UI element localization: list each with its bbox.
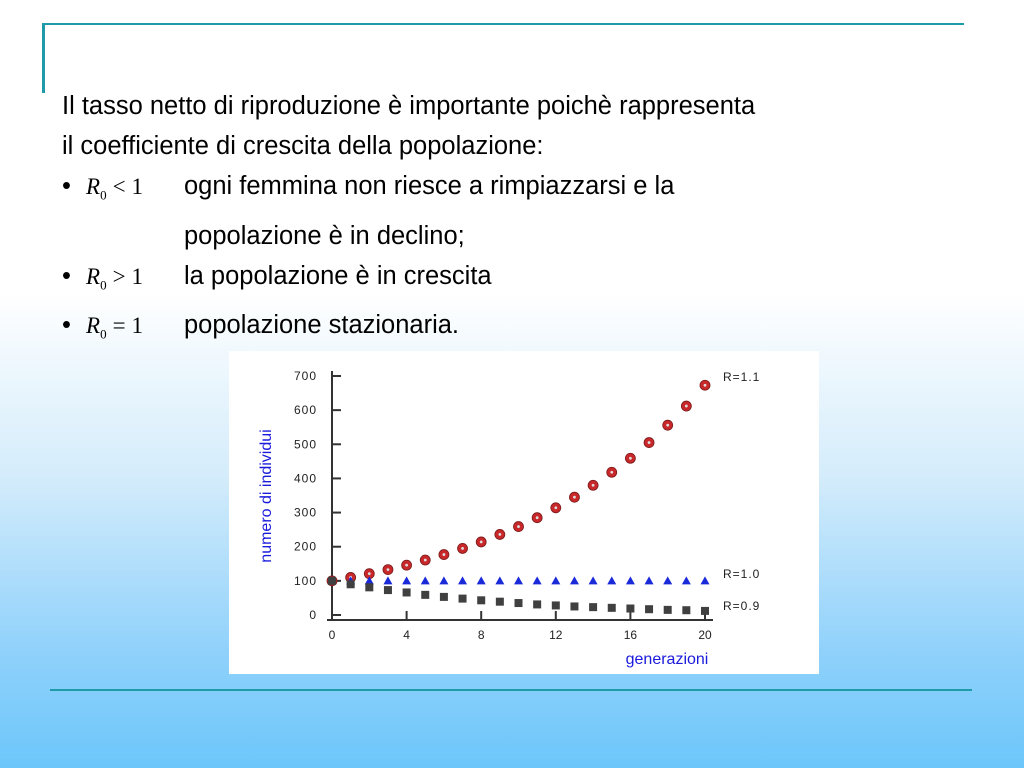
data-point-r09	[664, 606, 672, 614]
chart-canvas	[229, 351, 819, 674]
x-tick-label: 20	[698, 628, 712, 642]
y-tick-label: 400	[293, 471, 317, 486]
data-point-r09	[440, 593, 448, 601]
data-point-r10	[477, 576, 486, 584]
data-point-r10	[533, 576, 542, 584]
formula-r0-less-1: $R_0 < 1$	[86, 174, 144, 203]
data-point-r09	[515, 599, 523, 607]
data-point-r09	[533, 600, 541, 608]
data-point-r10	[495, 576, 504, 584]
y-tick-label: 300	[293, 505, 317, 520]
slide-text-block	[62, 86, 1012, 355]
data-point-r09	[347, 580, 355, 588]
bullet-decline	[62, 166, 1012, 216]
y-tick-label: 100	[293, 573, 317, 588]
data-point-r11-highlight	[610, 471, 613, 474]
data-point-r10	[458, 576, 467, 584]
data-point-r09	[421, 591, 429, 599]
x-tick-label: 12	[549, 628, 563, 642]
data-point-r09	[589, 603, 597, 611]
data-point-r11-highlight	[424, 559, 427, 562]
y-tick-label: 500	[293, 437, 317, 452]
formula-r0-equal-1: $R_0 = 1$	[86, 313, 144, 342]
x-tick-label: 16	[623, 628, 638, 642]
series-label-r10: R=1.0	[723, 566, 761, 581]
data-point-r09	[477, 596, 485, 604]
y-tick-label: 200	[293, 539, 317, 554]
data-point-r11-highlight	[461, 547, 464, 550]
data-point-r11-highlight	[405, 564, 408, 567]
data-point-r09	[552, 601, 560, 609]
slide-frame-left-line	[42, 23, 45, 93]
data-point-r11-highlight	[480, 541, 483, 544]
intro-line-2: il coefficiente di crescita della popolazione:	[62, 132, 544, 160]
data-point-r09	[403, 588, 411, 596]
data-point-r10	[421, 576, 430, 584]
data-point-r10	[514, 576, 523, 584]
bullet-decline-text-continued: popolazione è in declino;	[184, 221, 465, 250]
data-point-r11-highlight	[666, 424, 669, 427]
data-point-r11-highlight	[629, 457, 632, 460]
intro-line-1: Il tasso netto di riproduzione è importante poichè rappresenta	[62, 92, 756, 120]
series-label-r09: R=0.9	[723, 598, 761, 613]
data-point-r10	[626, 576, 635, 584]
data-point-r11-highlight	[387, 568, 390, 571]
slide-frame-bottom-line	[50, 689, 972, 691]
data-point-r11-highlight	[517, 525, 520, 528]
data-point-r10	[682, 576, 691, 584]
data-point-r09	[570, 602, 578, 610]
data-point-r09	[626, 605, 634, 613]
data-point-r10	[607, 576, 616, 584]
data-point-r10	[551, 576, 560, 584]
y-axis-label: numero di individui	[258, 429, 275, 563]
data-point-r09	[328, 577, 336, 585]
data-point-r11-highlight	[554, 506, 557, 509]
data-point-r09	[459, 595, 467, 603]
data-point-r10	[383, 576, 392, 584]
data-point-r10	[589, 576, 598, 584]
data-point-r10	[645, 576, 654, 584]
y-tick-label: 0	[309, 608, 317, 622]
y-tick-label: 600	[293, 403, 317, 418]
x-tick-label: 8	[477, 628, 485, 642]
bullet-growth	[62, 256, 1012, 306]
data-point-r11-highlight	[573, 496, 576, 499]
data-point-r09	[608, 604, 616, 612]
bullet-marker: •	[62, 172, 71, 200]
bullet-decline-text: ogni femmina non riesce a rimpiazzarsi e la	[184, 172, 675, 200]
data-point-r09	[645, 605, 653, 613]
x-tick-label: 0	[328, 628, 336, 642]
x-axis-label: generazioni	[625, 651, 709, 668]
bullet-stationary-text: popolazione stazionaria.	[184, 311, 460, 340]
data-point-r10	[402, 576, 411, 584]
data-point-r10	[701, 576, 710, 584]
data-point-r09	[701, 607, 709, 615]
slide-frame-top-line	[42, 23, 964, 25]
bullet-growth-text: la popolazione è in crescita	[184, 261, 492, 290]
series-label-r11: R=1.1	[723, 370, 761, 385]
data-point-r09	[384, 586, 392, 594]
formula-r0-greater-1: $R_0 > 1$	[86, 263, 144, 293]
data-point-r09	[682, 606, 690, 614]
x-tick-label: 4	[403, 628, 410, 642]
data-point-r11-highlight	[704, 384, 707, 387]
data-point-r11-highlight	[592, 484, 595, 487]
data-point-r11-highlight	[648, 441, 651, 444]
bullet-stationary	[62, 305, 1012, 355]
data-point-r10	[570, 576, 579, 584]
y-tick-label: 700	[293, 369, 317, 383]
data-point-r11-highlight	[368, 572, 371, 575]
data-point-r11-highlight	[536, 516, 539, 519]
data-point-r11-highlight	[498, 533, 501, 536]
data-point-r10	[663, 576, 672, 584]
data-point-r10	[439, 576, 448, 584]
data-point-r11-highlight	[443, 553, 446, 556]
population-growth-chart	[229, 351, 819, 674]
data-point-r11-highlight	[685, 405, 688, 408]
bullet-marker: •	[62, 311, 71, 340]
data-point-r09	[496, 598, 504, 606]
data-point-r09	[365, 583, 373, 591]
bullet-marker: •	[62, 261, 71, 290]
